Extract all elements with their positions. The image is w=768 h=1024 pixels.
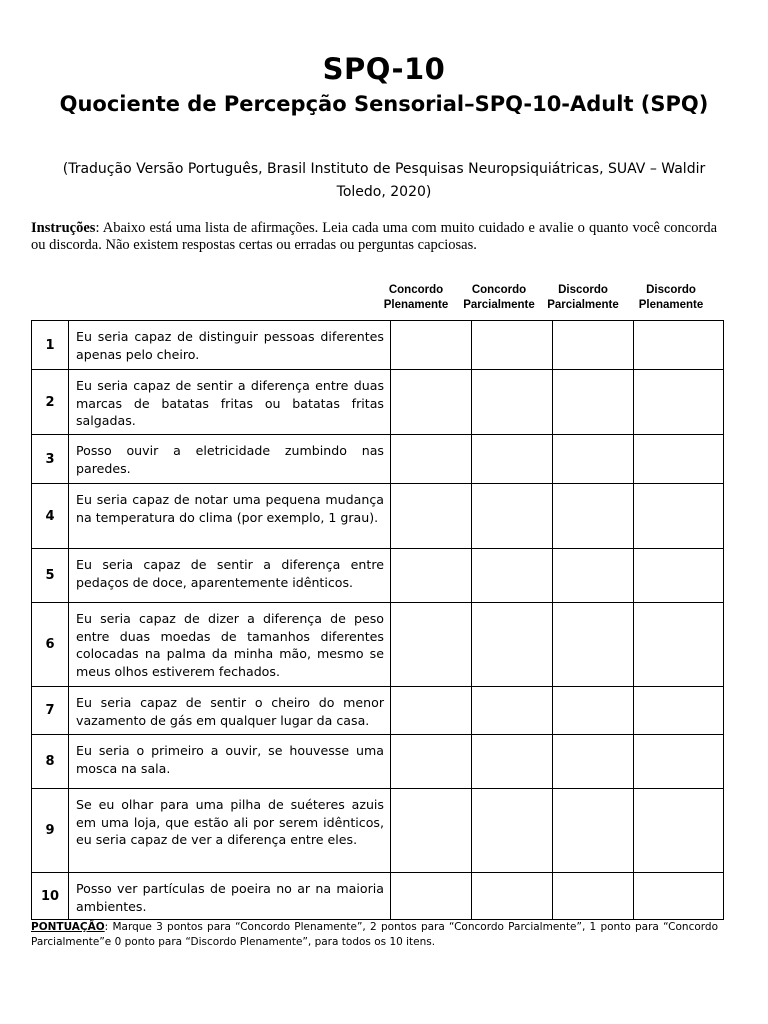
answer-cell-discordo-parcialmente[interactable] xyxy=(553,549,634,603)
answer-cell-discordo-plenamente[interactable] xyxy=(634,603,724,687)
table-row xyxy=(32,735,724,789)
item-number: 3 xyxy=(32,435,69,484)
column-header-line: Parcialmente xyxy=(547,299,619,311)
item-number: 2 xyxy=(32,370,69,435)
scoring-note xyxy=(31,920,718,950)
answer-cell-concordo-plenamente[interactable] xyxy=(391,603,472,687)
answer-cell-concordo-parcialmente[interactable] xyxy=(472,370,553,435)
answer-cell-concordo-plenamente[interactable] xyxy=(391,735,472,789)
page-title: SPQ-10 xyxy=(322,52,446,86)
answer-cell-concordo-parcialmente[interactable] xyxy=(472,687,553,735)
answer-cell-concordo-plenamente[interactable] xyxy=(391,370,472,435)
item-statement: Eu seria capaz de notar uma pequena mudança na temperatura do clima (por exemplo, 1 grau). xyxy=(69,484,391,549)
answer-cell-discordo-parcialmente[interactable] xyxy=(553,435,634,484)
item-number: 8 xyxy=(32,735,69,789)
table-row xyxy=(32,435,724,484)
item-statement: Posso ver partículas de poeira no ar na maioria ambientes. xyxy=(69,873,391,920)
answer-cell-concordo-plenamente[interactable] xyxy=(391,789,472,873)
item-statement: Eu seria capaz de dizer a diferença de peso entre duas moedas de tamanhos diferentes colocadas na palma da minha mão, mesmo se meus olhos estiverem fechados. xyxy=(69,603,391,687)
item-number: 1 xyxy=(32,321,69,370)
answer-cell-concordo-parcialmente[interactable] xyxy=(472,603,553,687)
instructions-paragraph xyxy=(31,220,717,254)
table-row xyxy=(32,484,724,549)
answer-cell-concordo-plenamente[interactable] xyxy=(391,484,472,549)
answer-cell-discordo-plenamente[interactable] xyxy=(634,484,724,549)
answer-cell-concordo-parcialmente[interactable] xyxy=(472,789,553,873)
column-header-line: Parcialmente xyxy=(463,299,535,311)
table-row xyxy=(32,370,724,435)
answer-cell-concordo-parcialmente[interactable] xyxy=(472,321,553,370)
answer-cell-discordo-plenamente[interactable] xyxy=(634,789,724,873)
answer-cell-discordo-parcialmente[interactable] xyxy=(553,603,634,687)
answer-cell-discordo-plenamente[interactable] xyxy=(634,370,724,435)
answer-cell-discordo-parcialmente[interactable] xyxy=(553,873,634,920)
item-number: 7 xyxy=(32,687,69,735)
answer-cell-discordo-plenamente[interactable] xyxy=(634,321,724,370)
table-row xyxy=(32,603,724,687)
column-header-discordo-parcialmente xyxy=(541,280,625,316)
answer-cell-concordo-plenamente[interactable] xyxy=(391,687,472,735)
table-row xyxy=(32,687,724,735)
item-statement: Eu seria capaz de sentir a diferença entre pedaços de doce, aparentemente idênticos. xyxy=(69,549,391,603)
column-header-line: Discordo xyxy=(646,284,696,296)
item-number: 4 xyxy=(32,484,69,549)
item-statement: Se eu olhar para uma pilha de suéteres azuis em uma loja, que estão ali por serem idênticos, eu seria capaz de ver a diferença entre eles. xyxy=(69,789,391,873)
item-number: 9 xyxy=(32,789,69,873)
answer-cell-concordo-plenamente[interactable] xyxy=(391,873,472,920)
answer-cell-discordo-plenamente[interactable] xyxy=(634,873,724,920)
answer-cell-concordo-plenamente[interactable] xyxy=(391,321,472,370)
answer-cell-discordo-plenamente[interactable] xyxy=(634,435,724,484)
column-header-line: Discordo xyxy=(558,284,608,296)
column-header-concordo-parcialmente xyxy=(457,280,541,316)
page-subtitle: Quociente de Percepção Sensorial–SPQ-10-Adult (SPQ) xyxy=(59,92,709,116)
table-row xyxy=(32,789,724,873)
answer-cell-concordo-parcialmente[interactable] xyxy=(472,484,553,549)
answer-cell-discordo-parcialmente[interactable] xyxy=(553,789,634,873)
answer-cell-concordo-parcialmente[interactable] xyxy=(472,549,553,603)
column-header-line: Plenamente xyxy=(638,299,704,311)
answer-cell-discordo-parcialmente[interactable] xyxy=(553,321,634,370)
item-statement: Eu seria capaz de distinguir pessoas diferentes apenas pelo cheiro. xyxy=(69,321,391,370)
scoring-text: : Marque 3 pontos para “Concordo Plenamente”, 2 pontos para “Concordo Parcialmente”, 1 ponto para “Concordo Parcialmente”e 0 ponto para “Discordo Plenamente”, para todos os 10 itens. xyxy=(31,921,718,948)
answer-cell-discordo-plenamente[interactable] xyxy=(634,735,724,789)
answer-cell-discordo-plenamente[interactable] xyxy=(634,549,724,603)
answer-cell-discordo-parcialmente[interactable] xyxy=(553,687,634,735)
table-row xyxy=(32,873,724,920)
item-statement: Eu seria o primeiro a ouvir, se houvesse uma mosca na sala. xyxy=(69,735,391,789)
instructions-label: Instruções xyxy=(31,220,96,236)
column-header-concordo-plenamente xyxy=(375,280,457,316)
item-statement: Posso ouvir a eletricidade zumbindo nas paredes. xyxy=(69,435,391,484)
answer-cell-concordo-plenamente[interactable] xyxy=(391,549,472,603)
translation-note: (Tradução Versão Português, Brasil Instituto de Pesquisas Neuropsiquiátricas, SUAV – Waldir Toledo, 2020) xyxy=(62,161,706,200)
item-number: 6 xyxy=(32,603,69,687)
table-row xyxy=(32,549,724,603)
item-number: 5 xyxy=(32,549,69,603)
table-row xyxy=(32,321,724,370)
scoring-label: PONTUAÇÃO xyxy=(31,921,105,933)
item-statement: Eu seria capaz de sentir a diferença entre duas marcas de batatas fritas ou batatas fritas salgadas. xyxy=(69,370,391,435)
answer-cell-concordo-plenamente[interactable] xyxy=(391,435,472,484)
column-header-line: Concordo xyxy=(388,284,444,296)
instructions-text: : Abaixo está uma lista de afirmações. Leia cada uma com muito cuidado e avalie o quanto você concorda ou discorda. Não existem respostas certas ou erradas ou perguntas capciosas. xyxy=(31,220,717,253)
column-header-line: Plenamente xyxy=(383,299,449,311)
answer-cell-concordo-parcialmente[interactable] xyxy=(472,435,553,484)
answer-cell-concordo-parcialmente[interactable] xyxy=(472,873,553,920)
answer-cell-discordo-parcialmente[interactable] xyxy=(553,370,634,435)
item-statement: Eu seria capaz de sentir o cheiro do menor vazamento de gás em qualquer lugar da casa. xyxy=(69,687,391,735)
column-header-line: Concordo xyxy=(471,284,527,296)
column-header-discordo-plenamente xyxy=(625,280,717,316)
answer-cell-concordo-parcialmente[interactable] xyxy=(472,735,553,789)
item-number: 10 xyxy=(32,873,69,920)
answer-cell-discordo-parcialmente[interactable] xyxy=(553,484,634,549)
answer-cell-discordo-plenamente[interactable] xyxy=(634,687,724,735)
answer-cell-discordo-parcialmente[interactable] xyxy=(553,735,634,789)
questionnaire-table xyxy=(31,320,724,920)
